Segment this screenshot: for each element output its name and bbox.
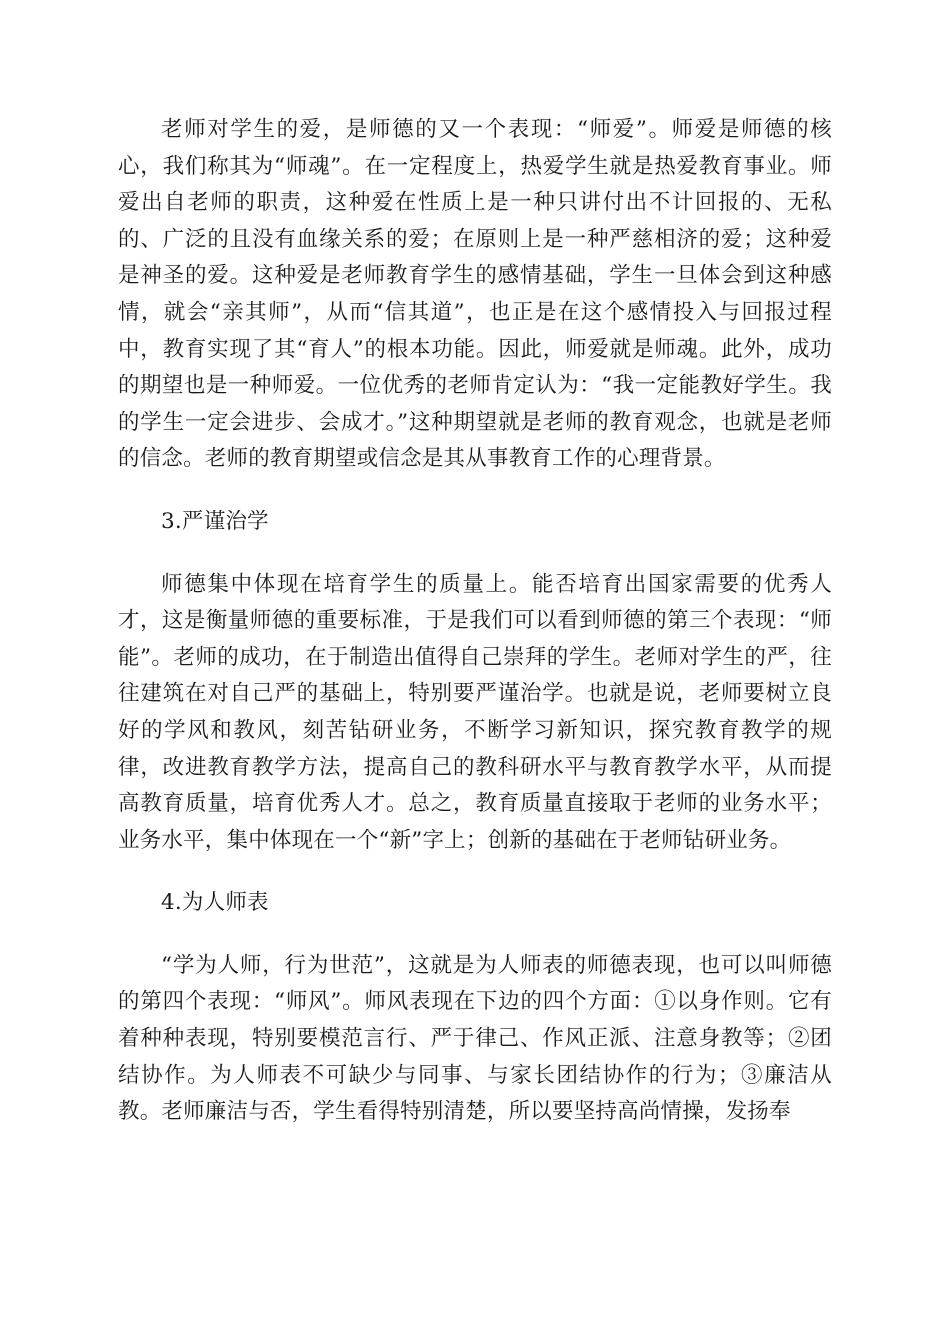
paragraph-teacher-conduct: “学为人师，行为世范”，这就是为人师表的师德表现，也可以叫师德的第四个表现：“师风”。师风表现在下边的四个方面：①以身作则。它有着种种表现，特别要模范言行、严于律己、作风正派、注意身教等；②团结协作。为人师表不可缺少与同事、与家长团结协作的行为；③廉洁从教。老师廉洁与否，学生看得特别清楚，所以要坚持高尚情操，发扬奉 — [118, 952, 832, 1125]
paragraph-spacer — [118, 859, 832, 885]
paragraph-spacer — [118, 922, 832, 948]
section-heading-rigorous-scholarship: 3.严谨治学 — [161, 508, 269, 534]
paragraph-spacer — [118, 541, 832, 567]
paragraph-teacher-ability: 师德集中体现在培育学生的质量上。能否培育出国家需要的优秀人才，这是衡量师德的重要标准，于是我们可以看到师德的第三个表现：“师能”。老师的成功，在于制造出值得自己崇拜的学生。老师对学生的严，往往建筑在对自己严的基础上，特别要严谨治学。也就是说，老师要树立良好的学风和教风，刻苦钻研业务，不断学习新知识，探究教育教学的规律，改进教育教学方法，提高自己的教科研水平与教育教学水平，从而提高教育质量，培育优秀人才。总之，教育质量直接取于老师的业务水平；业务水平，集中体现在一个“新”字上；创新的基础在于老师钻研业务。 — [118, 571, 832, 853]
document-page — [118, 112, 832, 1131]
paragraph-spacer — [118, 478, 832, 504]
paragraph-teacher-love: 老师对学生的爱，是师德的又一个表现：“师爱”。师爱是师德的核心，我们称其为“师魂”。在一定程度上，热爱学生就是热爱教育事业。师爱出自老师的职责，这种爱在性质上是一种只讲付出不计回报的、无私的、广泛的且没有血缘关系的爱；在原则上是一种严慈相济的爱；这种爱是神圣的爱。这种爱是老师教育学生的感情基础，学生一旦体会到这种感情，就会“亲其师”，从而“信其道”，也正是在这个感情投入与回报过程中，教育实现了其“育人”的根本功能。因此，师爱就是师魂。此外，成功的期望也是一种师爱。一位优秀的老师肯定认为：“我一定能教好学生。我的学生一定会进步、会成才。”这种期望就是老师的教育观念，也就是老师的信念。老师的教育期望或信念是其从事教育工作的心理背景。 — [118, 117, 832, 472]
section-heading-role-model: 4.为人师表 — [161, 890, 269, 916]
